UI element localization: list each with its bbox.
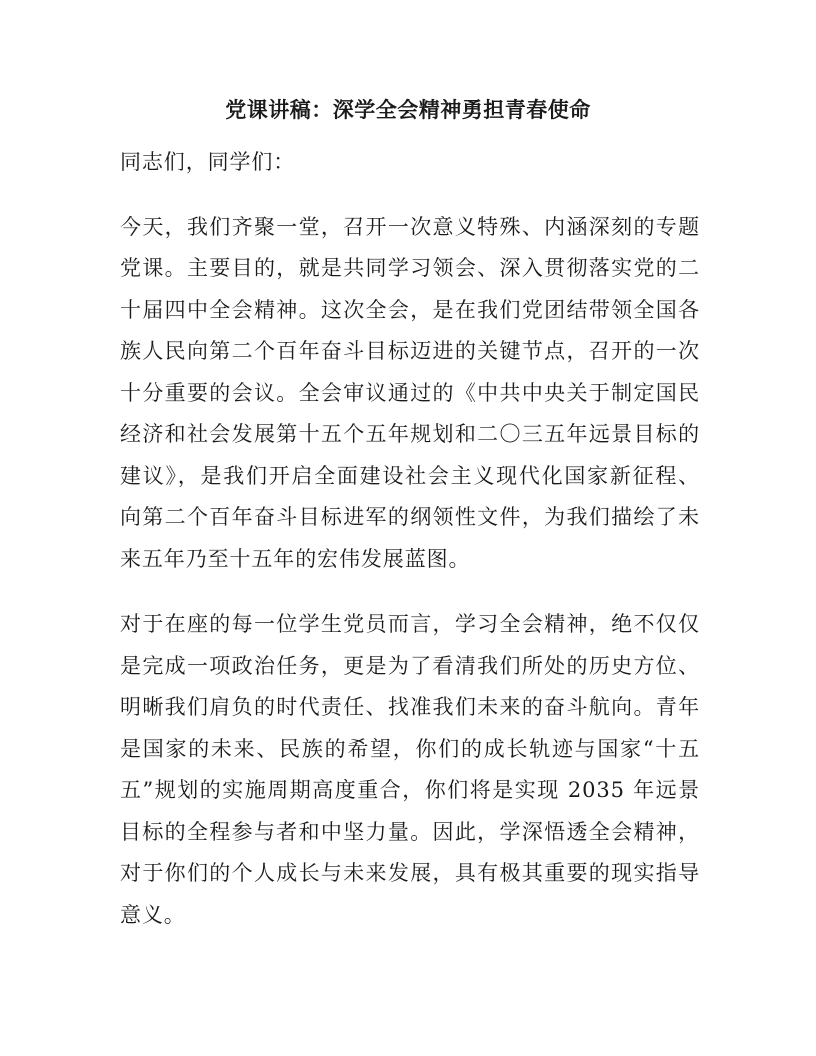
paragraph-1: 今天，我们齐聚一堂，召开一次意义特殊、内涵深刻的专题党课。主要目的，就是共同学习领会、深入贯彻落实党的二十届四中全会精神。这次全会，是在我们党团结带领全国各族人民向第二个百年奋斗目标迈进的关键节点，召开的一次十分重要的会议。全会审议通过的《中共中央关于制定国民经济和社会发展第十五个五年规划和二〇三五年远景目标的建议》，是我们开启全面建设社会主义现代化国家新征程、向第二个百年奋斗目标进军的纲领性文件，为我们描绘了未来五年乃至十五年的宏伟发展蓝图。 <box>120 214 700 571</box>
greeting: 同志们，同学们： <box>120 150 296 174</box>
document-title: 党课讲稿：深学全会精神勇担青春使命 <box>225 97 591 122</box>
document-body <box>120 142 700 960</box>
paragraph-2: 对于在座的每一位学生党员而言，学习全会精神，绝不仅仅是完成一项政治任务，更是为了看清我们所处的历史方位、明晰我们肩负的时代责任、找准我们未来的奋斗航向。青年是国家的未来、民族的希望，你们的成长轨迹与国家“十五五”规划的实施周期高度重合，你们将是实现 2035 年远景目标的全程参与者和中坚力量。因此，学深悟透全会精神，对于你们的个人成长与未来发展，具有极其重要的现实指导意义。 <box>120 612 700 927</box>
